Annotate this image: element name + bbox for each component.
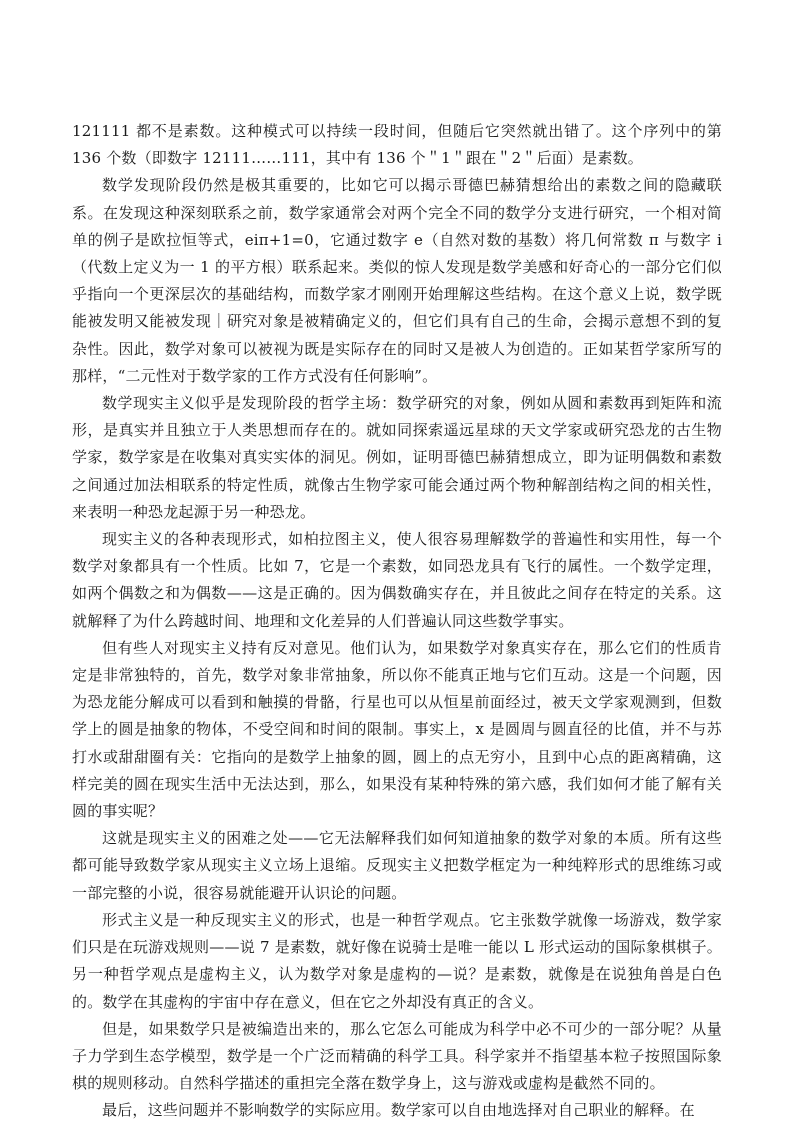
paragraph-7: 形式主义是一种反现实主义的形式，也是一种哲学观点。它主张数学就像一场游戏，数学家们只是在玩游戏规则——说 7 是素数，就好像在说骑士是唯一能以 L 形式运动的国际象棋棋子。另一种哲学观点是虚构主义，认为数学对象是虚构的—说？是素数，就像是在说独角兽是白色的。数学在其虚构的宇宙中存在意义，但在它之外却没有真正的含义。 xyxy=(72,910,722,1011)
paragraph-9: 最后，这些问题并不影响数学的实际应用。数学家可以自由地选择对自己职业的解释。在 xyxy=(102,1101,695,1120)
document-page xyxy=(72,118,722,1125)
paragraph-3: 数学现实主义似乎是发现阶段的哲学主场：数学研究的对象，例如从圆和素数再到矩阵和流形，是真实并且独立于人类思想而存在的。就如同探索遥远星球的天文学家或研究恐龙的古生物学家，数学家是在收集对真实实体的洞见。例如，证明哥德巴赫猜想成立，即为证明偶数和素数之间通过加法相联系的特定性质，就像古生物学家可能会通过两个物种解剖结构之间的相关性，来表明一种恐龙起源于另一种恐龙。 xyxy=(72,394,722,521)
paragraph-2: 数学发现阶段仍然是极其重要的，比如它可以揭示哥德巴赫猜想给出的素数之间的隐藏联系。在发现这种深刻联系之前，数学家通常会对两个完全不同的数学分支进行研究，一个相对简单的例子是欧拉恒等式，eiπ+1=0，它通过数字 e（自然对数的基数）将几何常数 π 与数字 i（代数上定义为一 1 的平方根）联系起来。类似的惊人发现是数学美感和好奇心的一部分它们似乎指向一个更深层次的基础结构，而数学家才刚刚开始理解这些结构。在这个意义上说，数学既能被发明又能被发现｜研究对象是被精确定义的，但它们具有自己的生命，会揭示意想不到的复杂性。因此，数学对象可以被视为既是实际存在的同时又是被人为创造的。正如某哲学家所写的那样，“二元性对于数学家的工作方式没有任何影响”。 xyxy=(72,176,722,385)
paragraph-5: 但有些人对现实主义持有反对意见。他们认为，如果数学对象真实存在，那么它们的性质肯定是非常独特的，首先，数学对象非常抽象，所以你不能真正地与它们互动。这是一个问题，因为恐龙能分解成可以看到和触摸的骨骼，行星也可以从恒星前面经过，被天文学家观测到，但数学上的圆是抽象的物体，不受空间和时间的限制。事实上，x 是圆周与圆直径的比值，并不与苏打水或甜甜圈有关：它指向的是数学上抽象的圆，圆上的点无穷小，且到中心点的距离精确，这样完美的圆在现实生活中无法达到，那么，如果没有某种特殊的第六感，我们如何才能了解有关圆的事实呢？ xyxy=(72,638,722,821)
paragraph-6: 这就是现实主义的困难之处——它无法解释我们如何知道抽象的数学对象的本质。所有这些都可能导致数学家从现实主义立场上退缩。反现实主义把数学框定为一种纯粹形式的思维练习或一部完整的小说，很容易就能避开认识论的问题。 xyxy=(72,829,722,902)
paragraph-4: 现实主义的各种表现形式，如柏拉图主义，使人很容易理解数学的普遍性和实用性，每一个数学对象都具有一个性质。比如 7，它是一个素数，如同恐龙具有飞行的属性。一个数学定理，如两个偶数之和为偶数——这是正确的。因为偶数确实存在，并且彼此之间存在特定的关系。这就解释了为什么跨越时间、地理和文化差异的人们普遍认同这些数学事实。 xyxy=(72,530,722,630)
paragraph-1: 121111 都不是素数。这种模式可以持续一段时间，但随后它突然就出错了。这个序列中的第 136 个数（即数字 12111……111，其中有 136 个＂1＂跟在＂2＂后面）是素数。 xyxy=(72,122,722,168)
paragraph-8: 但是，如果数学只是被编造出来的，那么它怎么可能成为科学中必不可少的一部分呢？从量子力学到生态学模型，数学是一个广泛而精确的科学工具。科学家并不指望基本粒子按照国际象棋的规则移动。自然科学描述的重担完全落在数学身上，这与游戏或虚构是截然不同的。 xyxy=(72,1019,722,1093)
